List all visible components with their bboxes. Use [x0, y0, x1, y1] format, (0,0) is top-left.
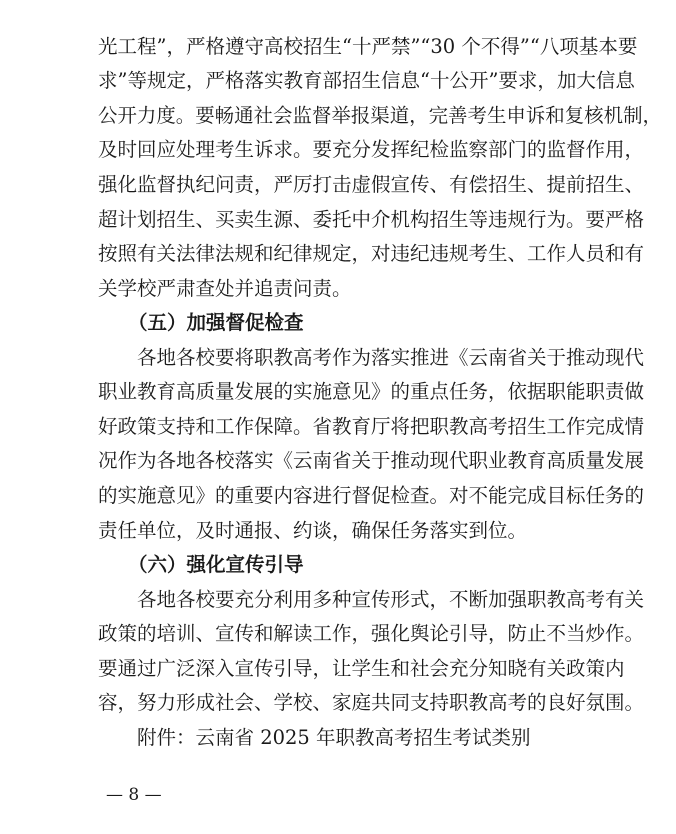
body-line-text: 关学校严肃查处并追责问责。 — [98, 277, 352, 300]
body-line-text: 责任单位，及时通报、约谈，确保任务落实到位。 — [98, 519, 528, 542]
page-number: — 8 — — [106, 785, 162, 805]
body-line — [0, 481, 676, 511]
body-line — [0, 101, 676, 131]
body-line-text: 按照有关法律法规和纪律规定，对违纪违规考生、工作人员和有 — [98, 242, 645, 265]
body-line — [0, 446, 676, 476]
section-heading-text: （六）强化宣传引导 — [128, 553, 304, 576]
section-heading-text: （五）加强督促检查 — [128, 311, 304, 334]
body-line-text: 的实施意见》的重要内容进行督促检查。对不能完成目标任务的 — [98, 484, 645, 507]
section-heading-6 — [0, 550, 676, 580]
body-line-text: 各地各校要将职教高考作为落实推进《云南省关于推动现代 — [137, 346, 645, 369]
body-line — [0, 66, 676, 96]
body-line-text: 及时回应处理考生诉求。要充分发挥纪检监察部门的监督作用， — [98, 138, 645, 161]
body-line — [0, 170, 676, 200]
body-line-text: 求”等规定，严格落实教育部招生信息“十公开”要求，加大信息 — [98, 69, 635, 92]
body-line-text: 各地各校要充分利用多种宣传形式，不断加强职教高考有关 — [137, 588, 645, 611]
body-line — [0, 688, 676, 718]
attachment-line — [0, 723, 676, 753]
body-line-text: 超计划招生、买卖生源、委托中介机构招生等违规行为。要严格 — [98, 208, 645, 231]
body-line — [0, 585, 676, 615]
body-line — [0, 135, 676, 165]
body-line — [0, 412, 676, 442]
body-line — [0, 516, 676, 546]
body-line-text: 公开力度。要畅通社会监督举报渠道，完善考生申诉和复核机制， — [98, 104, 662, 127]
body-line-text: 光工程”，严格遵守高校招生“十严禁”“30 个不得”“八项基本要 — [98, 35, 638, 58]
body-line-text: 好政策支持和工作保障。省教育厅将把职教高考招生工作完成情 — [98, 415, 645, 438]
attachment-text: 附件：云南省 2025 年职教高考招生考试类别 — [137, 726, 531, 749]
body-line-text: 况作为各地各校落实《云南省关于推动现代职业教育高质量发展 — [98, 449, 645, 472]
section-heading-5 — [0, 308, 676, 338]
body-line-text: 要通过广泛深入宣传引导，让学生和社会充分知晓有关政策内 — [98, 657, 625, 680]
body-line-text: 政策的培训、宣传和解读工作，强化舆论引导，防止不当炒作。 — [98, 622, 645, 645]
body-line-text: 职业教育高质量发展的实施意见》的重点任务，依据职能职责做 — [98, 380, 645, 403]
body-line — [0, 32, 676, 62]
body-line-text: 容，努力形成社会、学校、家庭共同支持职教高考的良好氛围。 — [98, 691, 645, 714]
body-line — [0, 239, 676, 269]
body-line — [0, 654, 676, 684]
body-line — [0, 343, 676, 373]
body-line — [0, 274, 676, 304]
body-line — [0, 205, 676, 235]
body-line-text: 强化监督执纪问责，严厉打击虚假宣传、有偿招生、提前招生、 — [98, 173, 645, 196]
body-line — [0, 377, 676, 407]
body-line — [0, 619, 676, 649]
